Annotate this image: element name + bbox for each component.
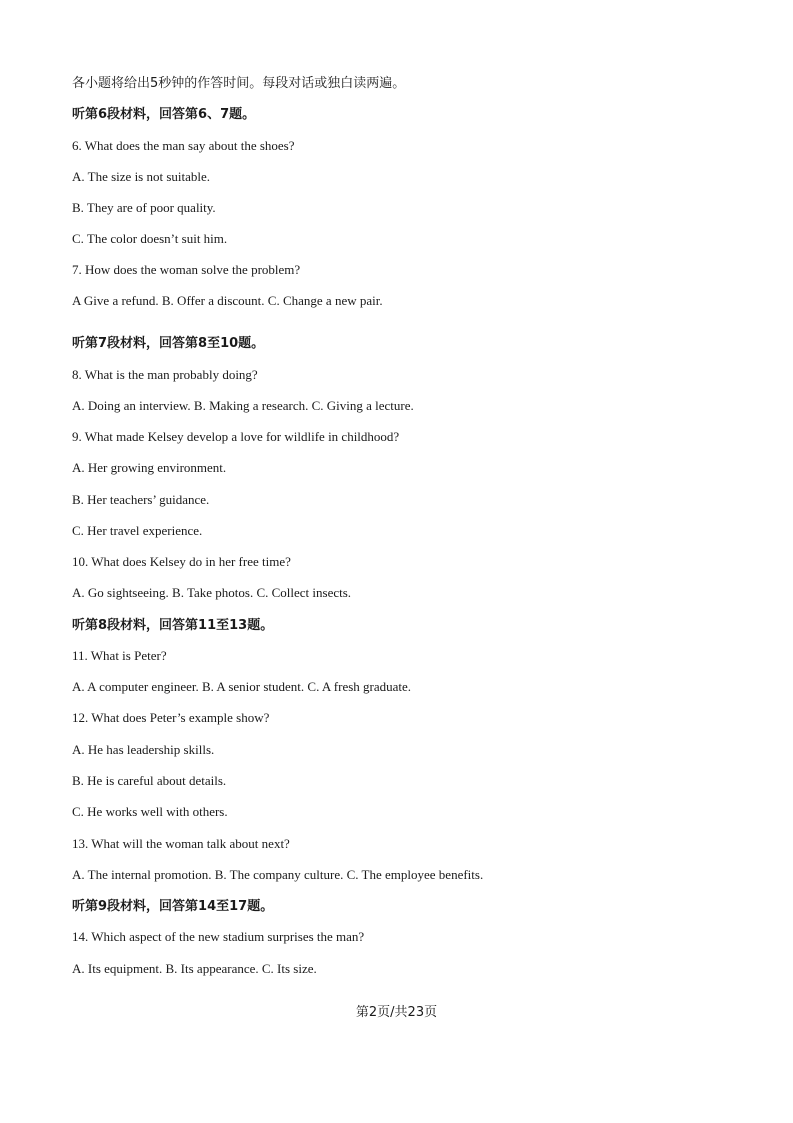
- intro-text: 各小题将给出5秒钟的作答时间。每段对话或独白读两遍。: [72, 76, 406, 91]
- question-option: A. Go sightseeing. B. Take photos. C. Collect insects.: [72, 585, 352, 600]
- question-stem: 11. What is Peter?: [72, 648, 167, 663]
- question-option: A Give a refund. B. Offer a discount. C. Change a new pair.: [72, 293, 383, 308]
- question-option: A. Her growing environment.: [72, 460, 227, 475]
- question-option: C. The color doesn’t suit him.: [72, 231, 228, 246]
- question-option: A. Its equipment. B. Its appearance. C. Its size.: [72, 961, 317, 976]
- question-stem: 14. Which aspect of the new stadium surprises the man?: [72, 929, 365, 944]
- question-option: B. He is careful about details.: [72, 773, 227, 788]
- question-stem: 9. What made Kelsey develop a love for wildlife in childhood?: [72, 429, 400, 444]
- question-stem: 7. How does the woman solve the problem?: [72, 262, 301, 277]
- question-option: C. Her travel experience.: [72, 523, 203, 538]
- question-option: A. A computer engineer. B. A senior student. C. A fresh graduate.: [72, 679, 412, 694]
- question-option: B. Her teachers’ guidance.: [72, 492, 210, 507]
- question-option: B. They are of poor quality.: [72, 200, 216, 215]
- section-header: 听第7段材料，回答第8至10题。: [72, 336, 265, 351]
- question-option: A. The size is not suitable.: [72, 169, 211, 184]
- question-stem: 8. What is the man probably doing?: [72, 367, 258, 382]
- section-header: 听第8段材料，回答第11至13题。: [72, 618, 274, 633]
- question-stem: 12. What does Peter’s example show?: [72, 710, 270, 725]
- question-option: C. He works well with others.: [72, 804, 228, 819]
- question-stem: 13. What will the woman talk about next?: [72, 836, 290, 851]
- question-option: A. Doing an interview. B. Making a research. C. Giving a lecture.: [72, 398, 414, 413]
- question-option: A. He has leadership skills.: [72, 742, 215, 757]
- question-stem: 10. What does Kelsey do in her free time?: [72, 554, 291, 569]
- question-stem: 6. What does the man say about the shoes?: [72, 138, 295, 153]
- page-number: 第2页/共23页: [355, 1005, 438, 1020]
- question-option: A. The internal promotion. B. The company culture. C. The employee benefits.: [72, 867, 484, 882]
- section-header: 听第6段材料，回答第6、7题。: [72, 107, 256, 122]
- section-header: 听第9段材料，回答第14至17题。: [72, 899, 274, 914]
